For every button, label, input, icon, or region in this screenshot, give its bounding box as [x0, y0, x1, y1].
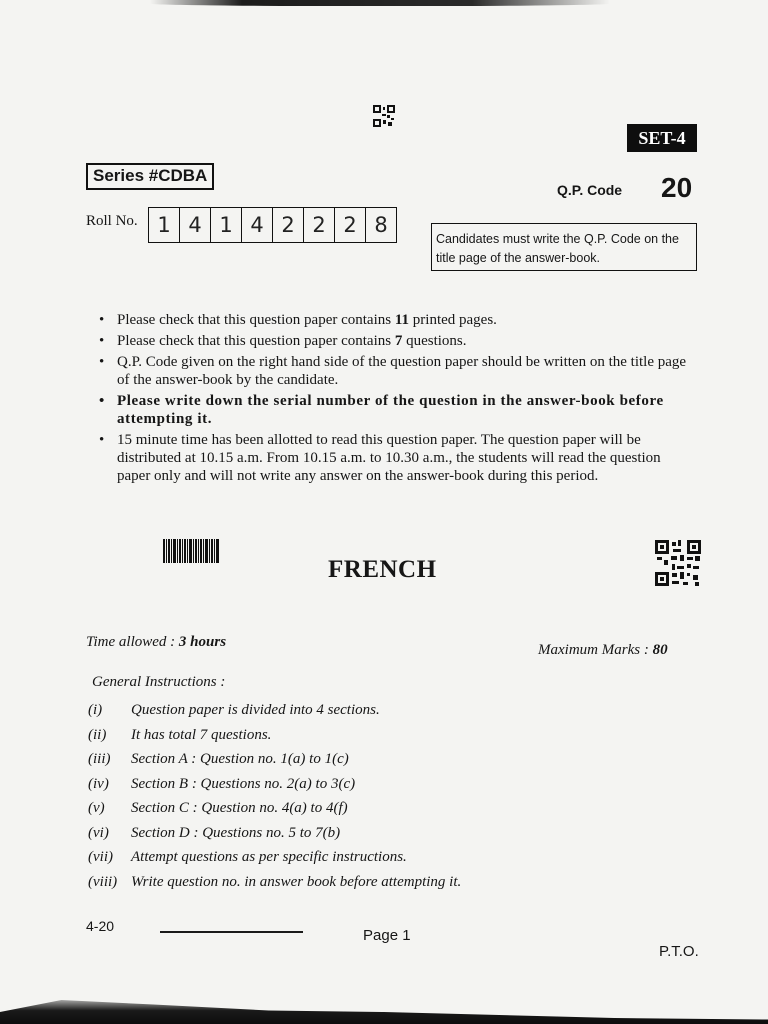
max-marks-label: Maximum Marks : — [538, 642, 653, 658]
roll-digit: 1 — [149, 208, 180, 242]
instruction-number: (viii) — [88, 873, 118, 890]
instruction-item — [88, 870, 568, 895]
roll-digit: 2 — [335, 208, 366, 242]
footer-pto: P.T.O. — [659, 943, 699, 960]
instruction-text: Section D : Questions no. 5 to 7(b) — [131, 824, 341, 841]
instruction-number: (ii) — [88, 726, 107, 743]
barcode-icon — [163, 539, 219, 563]
footer-paper-code: 4-20 — [86, 918, 115, 934]
checklist-text: questions. — [402, 333, 467, 349]
subject-title: FRENCH — [328, 556, 437, 583]
instruction-number: (v) — [88, 800, 105, 816]
instruction-item — [88, 747, 568, 772]
roll-number-label: Roll No. — [86, 213, 138, 229]
question-count: 7 — [394, 333, 403, 349]
instruction-item — [88, 821, 568, 846]
checklist — [97, 311, 697, 488]
checklist-item: • Q.P. Code given on the right hand side of the question paper should be written on the title page of the answer-book by the candidate. — [97, 353, 697, 389]
qr-code-large-icon — [655, 540, 701, 586]
checklist-item — [97, 332, 697, 350]
qr-code-small-icon — [373, 105, 395, 127]
time-allowed-label: Time allowed : — [86, 634, 179, 650]
checklist-text: Please check that this question paper contains — [117, 333, 395, 349]
checklist-item — [97, 311, 697, 329]
roll-digit: 2 — [273, 208, 304, 242]
instruction-number: (vii) — [88, 849, 113, 865]
instruction-number: (iii) — [88, 751, 111, 767]
qp-code-value: 20 — [661, 172, 693, 203]
instruction-text: Section B : Questions no. 2(a) to 3(c) — [131, 775, 356, 792]
checklist-text: Please check that this question paper contains — [117, 312, 395, 328]
roll-digit: 1 — [211, 208, 242, 242]
instruction-text: Write question no. in answer book before attempting it. — [131, 873, 462, 890]
qp-code-label: Q.P. Code — [557, 182, 623, 198]
instruction-item — [88, 698, 568, 723]
instruction-number: (vi) — [88, 824, 109, 841]
instruction-item — [88, 845, 568, 870]
instruction-text: It has total 7 questions. — [131, 726, 272, 743]
instruction-text: Section C : Question no. 4(a) to 4(f) — [131, 800, 348, 816]
page-count: 11 — [394, 312, 410, 328]
series-label: Series #CDBA — [86, 163, 214, 190]
general-instructions-heading: General Instructions : — [92, 674, 226, 690]
roll-number-boxes — [148, 207, 397, 243]
roll-digit: 2 — [304, 208, 335, 242]
qp-code-notice: Candidates must write the Q.P. Code on the title page of the answer-book. — [431, 223, 697, 271]
instruction-item — [88, 772, 568, 797]
instruction-text: Question paper is divided into 4 sections. — [131, 702, 380, 718]
checklist-item: • Please write down the serial number of the question in the answer-book before attempting it. — [97, 392, 697, 428]
scan-edge-top — [150, 0, 610, 6]
instruction-number: (iv) — [88, 775, 109, 792]
instruction-item — [88, 796, 568, 821]
checklist-item: • 15 minute time has been allotted to read this question paper. The question paper will be distributed at 10.15 a.m. From 10.15 a.m. to 10.30 a.m., the students will read the question paper only and will not write any answer on the answer-book during this period. — [97, 431, 697, 485]
set-badge: SET-4 — [627, 124, 697, 152]
general-instructions-list — [88, 698, 568, 894]
roll-digit: 4 — [242, 208, 273, 242]
roll-digit: 8 — [374, 213, 388, 237]
instruction-text: Attempt questions as per specific instructions. — [131, 849, 407, 865]
scan-edge-bottom — [0, 994, 768, 1024]
instruction-item — [88, 723, 568, 748]
footer-page-number: Page 1 — [363, 927, 411, 944]
maximum-marks — [538, 642, 668, 659]
instruction-text: Section A : Question no. 1(a) to 1(c) — [131, 751, 349, 767]
max-marks-value: 80 — [652, 642, 668, 658]
instruction-number: (i) — [88, 702, 103, 718]
roll-digit: 4 — [180, 208, 211, 242]
time-allowed — [86, 634, 226, 651]
footer-divider — [160, 931, 303, 933]
checklist-text: printed pages. — [409, 312, 497, 328]
time-allowed-value: 3 hours — [178, 634, 227, 650]
